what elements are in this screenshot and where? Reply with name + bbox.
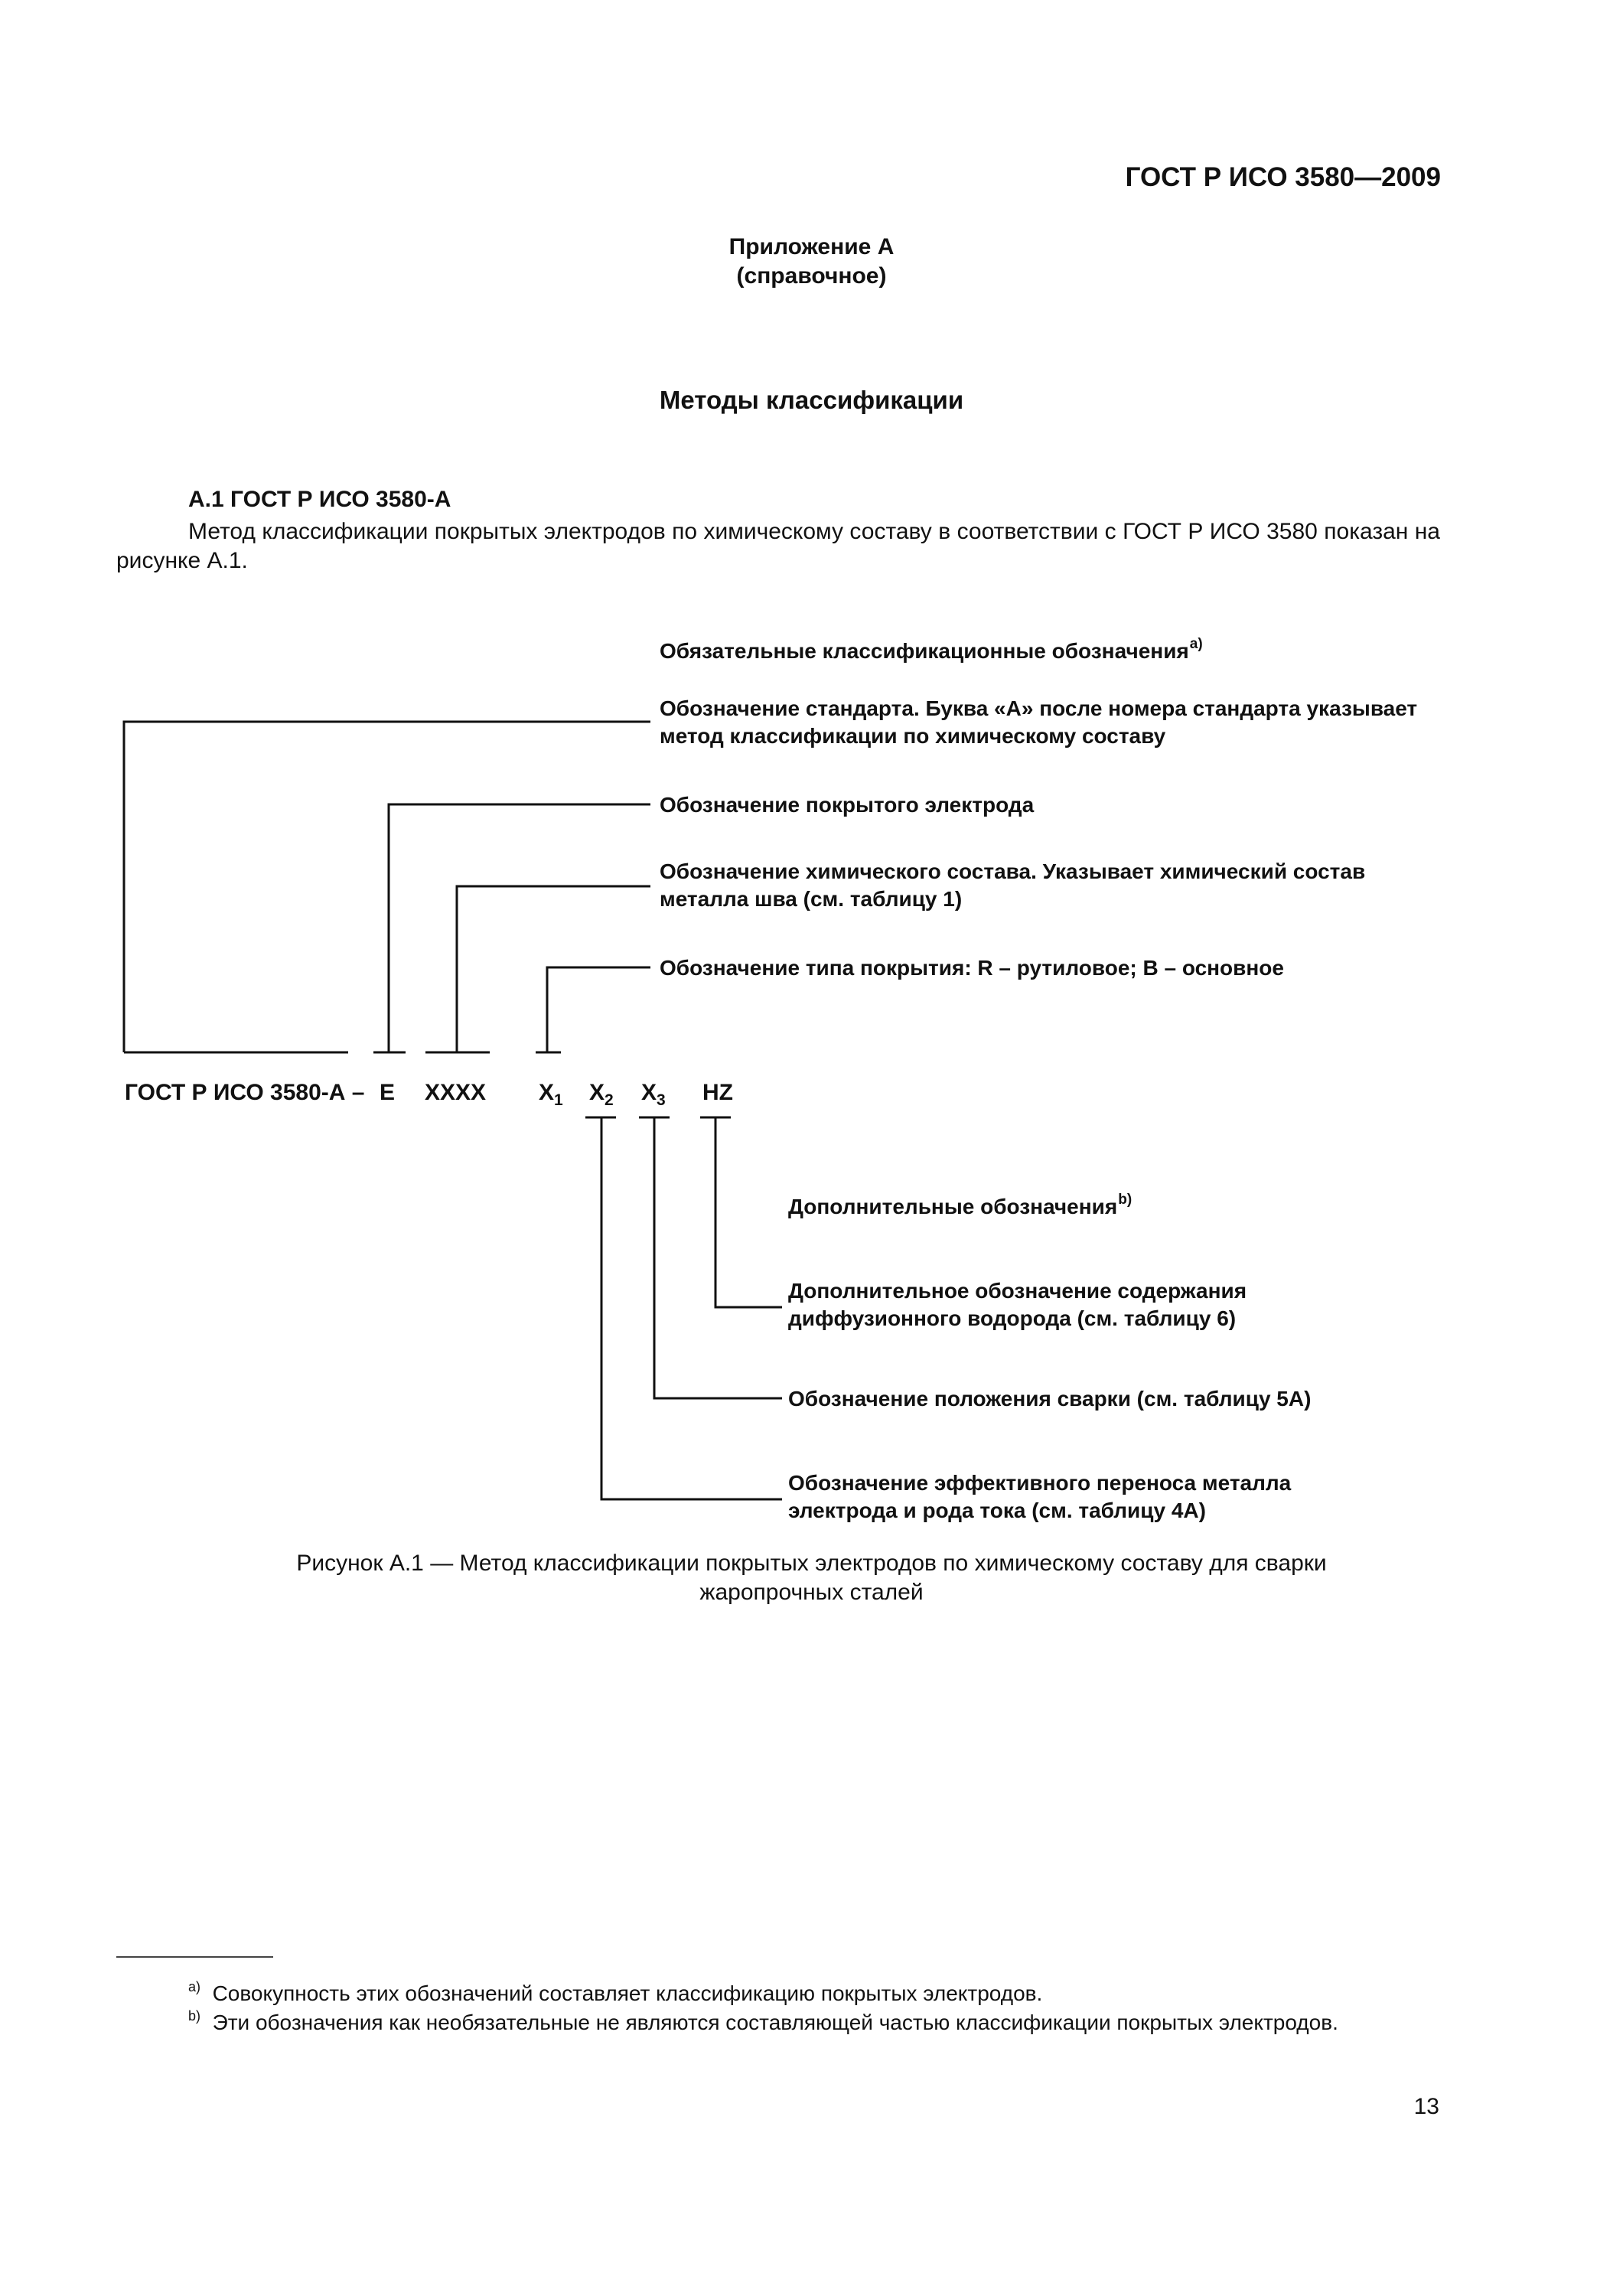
label-standard-line1: Обозначение стандарта. Буква «А» после номера стандарта указывает [660, 696, 1418, 720]
designation-hz: HZ [702, 1080, 733, 1105]
designation-standard: ГОСТ Р ИСО 3580-А – [125, 1080, 365, 1105]
leader-position [654, 1117, 782, 1398]
clause-paragraph: Метод классификации покрытых электродов по химическому составу в соответствии с ГОСТ Р ИСО 3580 показан на рисунке А.1. [116, 519, 1440, 573]
standard-number-header: ГОСТ Р ИСО 3580—2009 [1125, 162, 1441, 192]
section-title: Методы классификации [659, 386, 964, 414]
appendix-title: Приложение А [728, 234, 895, 259]
appendix-status: (справочное) [736, 263, 887, 289]
label-transfer-line1: Обозначение эффективного переноса металла [788, 1471, 1292, 1495]
page-number: 13 [1413, 2094, 1439, 2119]
footnote-ref-b: b) [1118, 1192, 1133, 1208]
footnote-ref-a: a) [1189, 636, 1203, 652]
footnote-divider [116, 1956, 273, 1958]
leader-covering [547, 967, 650, 1052]
footnote-a: $^{a)}$ Совокупность этих обозначений составляет классификацию покрытых электродов. [188, 1979, 1043, 2005]
label-standard-line2: метод классификации по химическому составу [660, 724, 1166, 748]
figure-caption: Рисунок А.1 — Метод классификации покрытых электродов по химическому составу для сварки жаропрочных сталей [296, 1551, 1327, 1605]
mandatory-heading: Обязательные классификационные обозначения$^{a)}$ [660, 636, 1203, 663]
leader-hydrogen [715, 1117, 782, 1307]
designation-composition: XXXX [425, 1080, 487, 1105]
designation-x2: $X_2$ [589, 1080, 614, 1109]
label-electrode: Обозначение покрытого электрода [660, 793, 1035, 817]
label-transfer-line2: электрода и рода тока (см. таблицу 4А) [788, 1499, 1206, 1522]
label-position: Обозначение положения сварки (см. таблицу 5А) [788, 1387, 1312, 1411]
footnote-b: $^{b)}$ Эти обозначения как необязательные не являются составляющей частью классификации покрытых электродов. [188, 2008, 1338, 2034]
clause-heading: А.1 ГОСТ Р ИСО 3580-А [188, 487, 451, 512]
designation-x1: $X_1$ [539, 1080, 563, 1109]
leader-composition [457, 886, 650, 1052]
label-composition-line2: металла шва (см. таблицу 1) [660, 887, 963, 911]
label-hydrogen-line2: диффузионного водорода (см. таблицу 6) [788, 1306, 1237, 1330]
label-hydrogen-line1: Дополнительное обозначение содержания [788, 1279, 1247, 1303]
leader-electrode [389, 804, 650, 1052]
label-covering-type: Обозначение типа покрытия: R – рутиловое; B – основное [660, 956, 1284, 980]
designation-x3: $X_3$ [641, 1080, 666, 1109]
optional-heading: Дополнительные обозначения$^{b)}$ [788, 1192, 1133, 1218]
designation-electrode: E [380, 1080, 396, 1105]
label-composition-line1: Обозначение химического состава. Указывает химический состав [660, 859, 1366, 883]
